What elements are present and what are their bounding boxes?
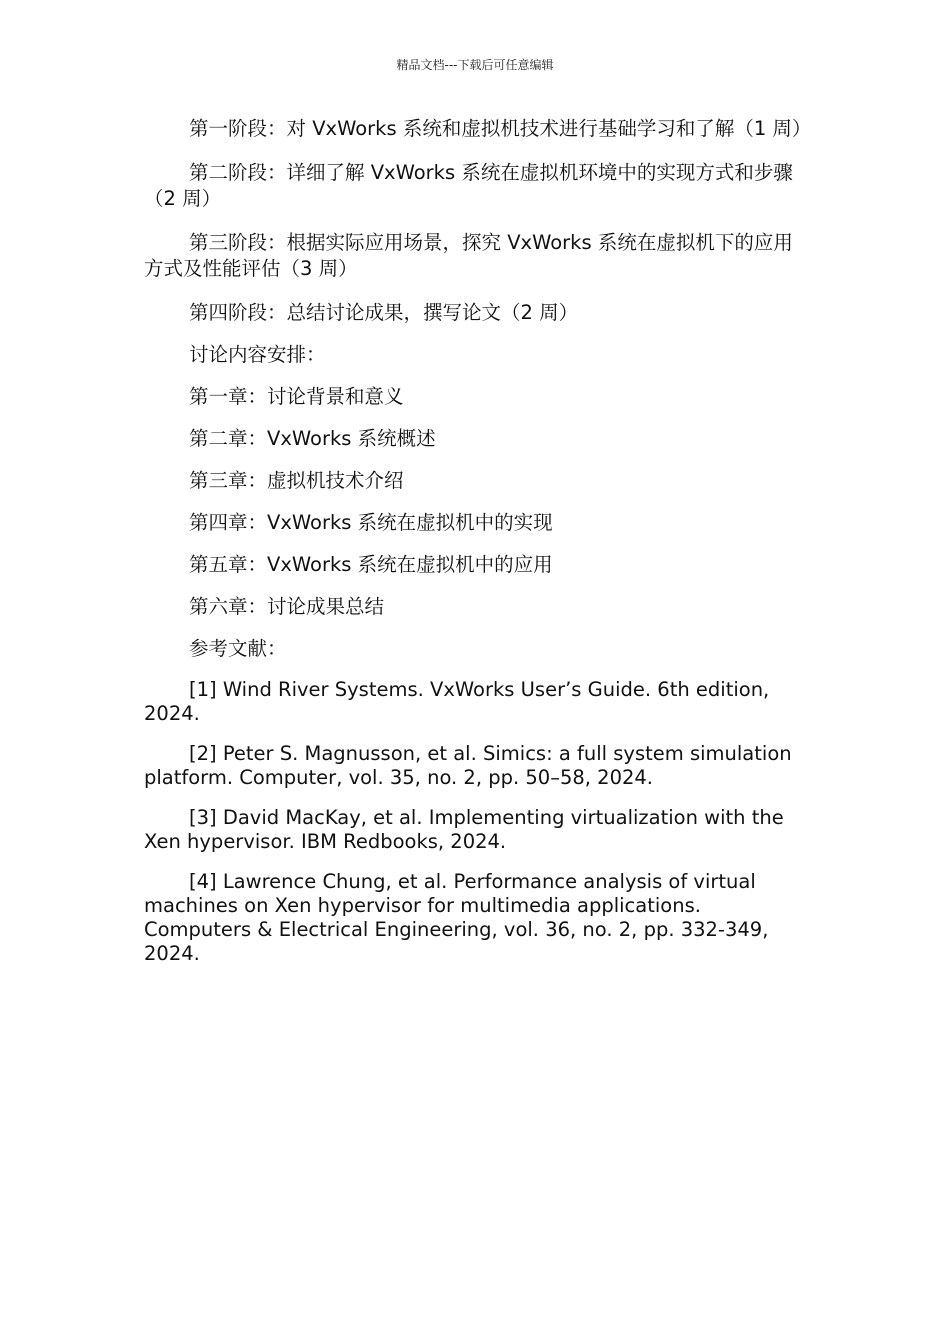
chapter-6: 第六章：讨论成果总结 (189, 595, 385, 618)
schedule-stage-4: 第四阶段：总结讨论成果，撰写论文（2 周） (189, 301, 579, 324)
page-header: 精品文档---下载后可任意编辑 (396, 58, 554, 72)
reference-1: [1] Wind River Systems. VxWorks User’s Guide. 6th edition, 2024. (144, 678, 770, 725)
document-body (144, 116, 810, 982)
reference-2: [2] Peter S. Magnusson, et al. Simics: a full system simulation platform. Computer, vol. 35, no. 2, pp. 50–58, 2024. (144, 742, 792, 789)
chapter-4: 第四章：VxWorks 系统在虚拟机中的实现 (189, 511, 553, 534)
chapter-1: 第一章：讨论背景和意义 (189, 385, 404, 408)
reference-3: [3] David MacKay, et al. Implementing virtualization with the Xen hypervisor. IBM Redbooks, 2024. (144, 806, 784, 853)
chapter-2: 第二章：VxWorks 系统概述 (189, 427, 436, 450)
reference-4: [4] Lawrence Chung, et al. Performance analysis of virtual machines on Xen hypervisor for multimedia applications. Computers & Electrical Engineering, vol. 36, no. 2, pp. 332-349, 2024. (144, 870, 769, 965)
schedule-stage-3: 第三阶段：根据实际应用场景，探究 VxWorks 系统在虚拟机下的应用方式及性能评估（3 周） (144, 231, 793, 280)
schedule-stage-1: 第一阶段：对 VxWorks 系统和虚拟机技术进行基础学习和了解（1 周） (189, 117, 812, 140)
chapter-5: 第五章：VxWorks 系统在虚拟机中的应用 (189, 553, 553, 576)
schedule-stage-2: 第二阶段：详细了解 VxWorks 系统在虚拟机环境中的实现方式和步骤（2 周） (144, 161, 793, 210)
chapter-3: 第三章：虚拟机技术介绍 (189, 469, 404, 492)
references-heading: 参考文献： (189, 637, 287, 660)
outline-heading: 讨论内容安排： (189, 343, 326, 366)
